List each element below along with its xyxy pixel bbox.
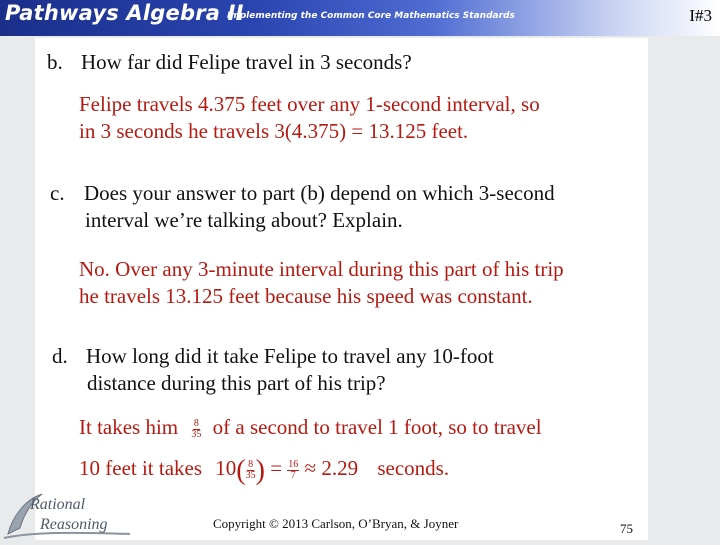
- question-b-text: How far did Felipe travel in 3 seconds?: [81, 50, 412, 74]
- question-c: [50, 180, 555, 234]
- question-c-line2: interval we’re talking about? Explain.: [85, 208, 403, 232]
- course-subtitle: Implementing the Common Core Mathematics Standards: [227, 11, 515, 21]
- math-coefficient: 10: [215, 456, 237, 480]
- answer-d-line2-post: seconds.: [377, 456, 450, 480]
- fraction-8-35-inline: $\frac{8}{35}$: [245, 458, 256, 481]
- fraction-8-35: [191, 419, 201, 440]
- slide-id: I#3: [689, 6, 712, 25]
- logo-line2: Reasoning: [40, 516, 108, 533]
- fraction-16-7: $\frac{16}{7}$: [288, 458, 299, 481]
- math-approx-value: ≈ 2.29: [304, 456, 359, 480]
- answer-c: [79, 256, 564, 310]
- math-equals: =: [270, 456, 283, 480]
- question-d-line2: distance during this part of his trip?: [87, 371, 386, 395]
- answer-c-line2: he travels 13.125 feet because his speed was constant.: [79, 284, 533, 308]
- answer-d-line1-pre: It takes him: [79, 415, 179, 439]
- question-c-line1: Does your answer to part (b) depend on which 3-second: [84, 181, 555, 205]
- answer-b: [79, 91, 540, 145]
- copyright-text: Copyright © 2013 Carlson, O’Bryan, & Joyner: [213, 516, 459, 531]
- question-c-label: c.: [50, 181, 65, 205]
- answer-b-line1: Felipe travels 4.375 feet over any 1-second interval, so: [79, 92, 540, 116]
- logo-line1: Rational: [30, 496, 86, 513]
- fraction-8-35-denominator: 35: [191, 428, 202, 440]
- course-title: Pathways Algebra II: [5, 1, 244, 25]
- answer-d-line1-post: of a second to travel 1 foot, so to travel: [212, 415, 542, 439]
- answer-c-line1: No. Over any 3-minute interval during this part of his trip: [79, 257, 564, 281]
- question-b-label: b.: [47, 50, 63, 74]
- answer-d-line2-pre: 10 feet it takes: [79, 456, 203, 480]
- math-expression: 10( $\frac{8}{35}$ ) = $\frac{16}{7}$ ≈ 2.29: [215, 455, 359, 486]
- question-b: [47, 49, 412, 76]
- question-d-line1: How long did it take Felipe to travel any 10-foot: [86, 344, 494, 368]
- answer-b-line2: in 3 seconds he travels 3(4.375) = 13.125 feet.: [79, 119, 469, 143]
- page-number: 75: [620, 521, 633, 536]
- answer-d-line2: [79, 455, 449, 484]
- header-banner: [0, 0, 720, 36]
- question-d-label: d.: [52, 344, 68, 368]
- question-d: [52, 343, 494, 397]
- fraction-8-35-numerator: 8: [193, 417, 199, 429]
- answer-d-line1: [79, 414, 542, 441]
- rational-reasoning-logo: [2, 488, 132, 540]
